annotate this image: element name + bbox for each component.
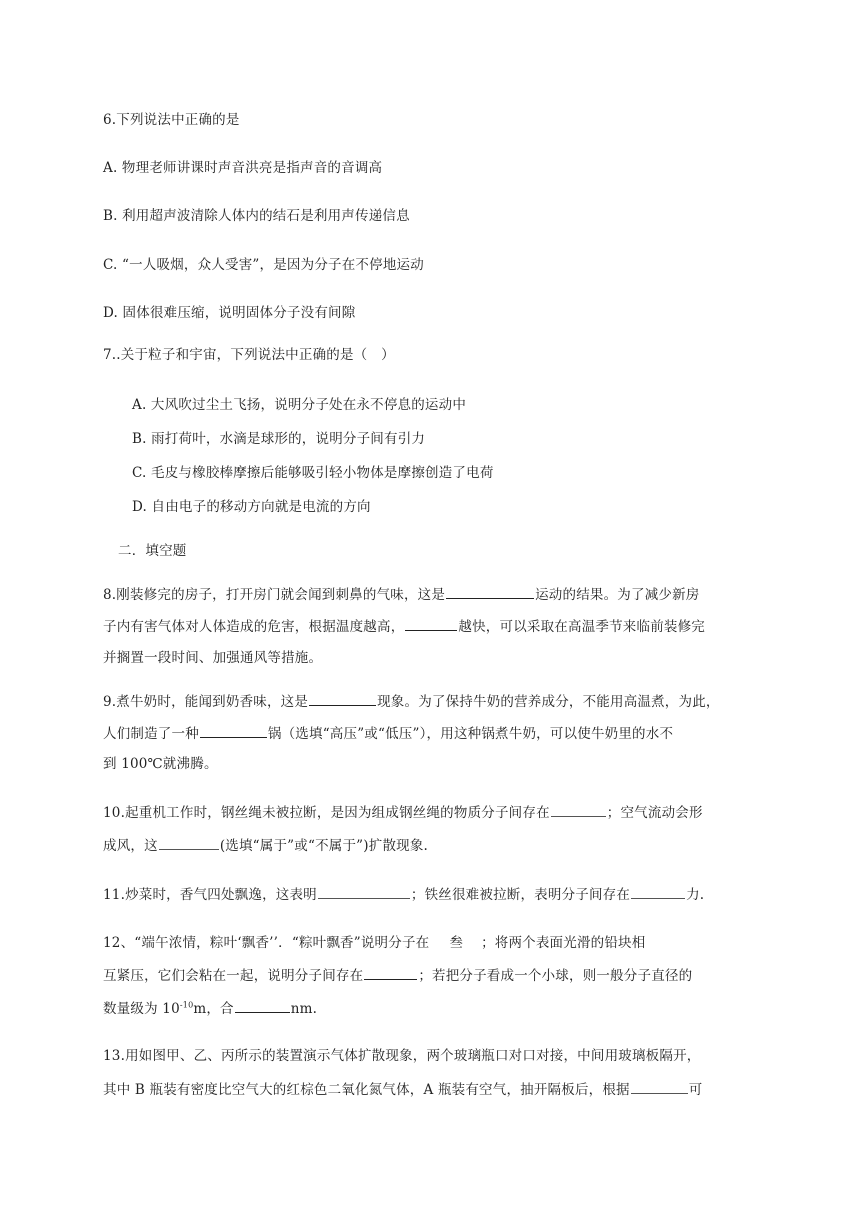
section-heading-fill-in: 二．填空题 bbox=[118, 543, 187, 559]
q12-text: ；将两个表面光滑的铅块相 bbox=[481, 935, 646, 951]
q12-line-2 bbox=[103, 966, 692, 985]
q12-exponent: -10 bbox=[179, 1000, 194, 1010]
q12-text: ；若把分子看成一个小球，则一般分子直径的 bbox=[418, 968, 693, 984]
answer-blank[interactable] bbox=[364, 966, 417, 980]
answer-blank[interactable] bbox=[405, 617, 457, 631]
q11-line bbox=[103, 885, 704, 904]
answer-blank[interactable] bbox=[309, 692, 376, 706]
q9-text: 人们制造了一种 bbox=[103, 726, 199, 742]
q6-option-b: B. 利用超声波清除人体内的结石是利用声传递信息 bbox=[103, 208, 410, 224]
q8-line-1 bbox=[103, 585, 700, 604]
q8-text: 越快，可以采取在高温季节来临前装修完 bbox=[458, 619, 706, 635]
q8-line-2 bbox=[103, 617, 705, 636]
q12-text: 数量级为 10 bbox=[103, 1001, 180, 1017]
q6-option-d: D. 固体很难压缩，说明固体分子没有间隙 bbox=[103, 305, 356, 321]
q12-text: 互紧压，它们会粘在一起，说明分子间存在 bbox=[103, 968, 364, 984]
q9-text: 9.煮牛奶时，能闻到奶香味，这是 bbox=[103, 694, 309, 710]
q12-text: nm. bbox=[290, 1001, 318, 1017]
q10-line-1 bbox=[103, 803, 703, 822]
q9-text: 现象。为了保持牛奶的营养成分，不能用高温煮，为此， bbox=[377, 694, 720, 710]
answer-blank[interactable] bbox=[631, 1080, 688, 1094]
q12-answer: 叁 bbox=[449, 935, 464, 951]
q13-line-2 bbox=[103, 1080, 702, 1099]
q12-line-1 bbox=[103, 934, 645, 952]
q11-text: 11.炒菜时，香气四处飘逸，这表明 bbox=[103, 887, 317, 903]
q6-option-c: C. “一人吸烟，众人受害”，是因为分子在不停地运动 bbox=[103, 257, 424, 273]
q13-text: 可 bbox=[688, 1082, 703, 1098]
q8-text: 运动的结果。为了减少新房 bbox=[535, 587, 700, 603]
q7-option-a: A. 大风吹过尘土飞扬，说明分子处在永不停息的运动中 bbox=[132, 397, 467, 413]
q10-line-2 bbox=[103, 836, 428, 855]
q11-text: ；铁丝很难被拉断，表明分子间存在 bbox=[410, 887, 631, 903]
q8-text: 子内有害气体对人体造成的危害，根据温度越高， bbox=[103, 619, 405, 635]
q10-text: 成风，这 bbox=[103, 838, 158, 854]
q6-stem: 6.下列说法中正确的是 bbox=[103, 112, 240, 128]
answer-blank[interactable] bbox=[551, 803, 606, 817]
q10-text: (选填“属于”或“不属于”)扩散现象. bbox=[219, 838, 429, 854]
q10-text: ；空气流动会形 bbox=[606, 805, 703, 821]
answer-blank[interactable] bbox=[235, 999, 290, 1013]
q7-stem: 7..关于粒子和宇宙，下列说法中正确的是（ ） bbox=[103, 347, 395, 363]
q7-option-c: C. 毛皮与橡胶棒摩擦后能够吸引轻小物体是摩擦创造了电荷 bbox=[132, 465, 494, 481]
q8-text: 8.刚装修完的房子，打开房门就会闻到刺鼻的气味，这是 bbox=[103, 587, 446, 603]
q13-line-1: 13.用如图甲、乙、丙所示的装置演示气体扩散现象，两个玻璃瓶口对口对接，中间用玻璃板隔开， bbox=[103, 1048, 701, 1064]
q7-option-b: B. 雨打荷叶，水滴是球形的，说明分子间有引力 bbox=[132, 431, 426, 447]
q12-text: m，合 bbox=[193, 1001, 234, 1017]
q9-line-3: 到 100℃就沸腾。 bbox=[103, 756, 218, 772]
q12-text: 12、“端午浓情，粽叶‘飘香’’．“粽叶飘香”说明分子在 bbox=[103, 935, 430, 951]
q9-text: 锅（选填“高压”或“低压”），用这种锅煮牛奶，可以使牛奶里的水不 bbox=[267, 726, 674, 742]
q7-option-d: D. 自由电子的移动方向就是电流的方向 bbox=[132, 499, 371, 515]
q9-line-2 bbox=[103, 724, 673, 743]
answer-blank[interactable] bbox=[318, 885, 410, 899]
answer-blank[interactable] bbox=[200, 724, 267, 738]
q10-text: 10.起重机工作时，钢丝绳未被拉断，是因为组成钢丝绳的物质分子间存在 bbox=[103, 805, 550, 821]
answer-blank[interactable] bbox=[159, 836, 219, 850]
q6-option-a: A. 物理老师讲课时声音洪亮是指声音的音调高 bbox=[103, 160, 383, 176]
q13-text: 其中 B 瓶装有密度比空气大的红棕色二氧化氮气体，A 瓶装有空气，抽开隔板后，根据 bbox=[103, 1082, 630, 1098]
answer-blank[interactable] bbox=[446, 585, 534, 599]
q9-line-1 bbox=[103, 692, 720, 711]
q11-text: 力. bbox=[686, 887, 705, 903]
answer-blank[interactable] bbox=[631, 885, 685, 899]
q8-line-3: 并搁置一段时间、加强通风等措施。 bbox=[103, 650, 323, 666]
q12-line-3 bbox=[103, 999, 317, 1018]
